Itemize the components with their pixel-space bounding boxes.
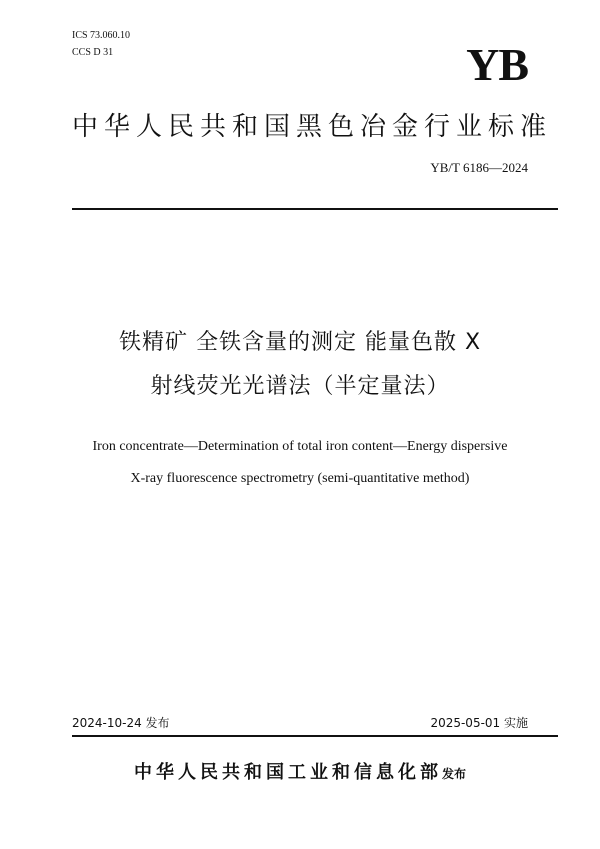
english-title-line-1: Iron concentrate—Determination of total iron content—Energy dispersive	[92, 439, 508, 454]
issue-date: 2024-10-24 发布	[72, 716, 170, 730]
publisher-name: 中华人民共和国工业和信息化部	[133, 762, 442, 783]
english-title-line-2: X-ray fluorescence spectrometry (semi-quantitative method)	[130, 471, 470, 486]
implementation-date: 2025-05-01 实施	[430, 716, 528, 730]
standard-number: YB/T 6186—2024	[430, 160, 528, 175]
publisher-suffix: 发布	[441, 767, 466, 781]
ics-code: ICS 73.060.10	[72, 30, 131, 41]
chinese-title-line-2: 射线荧光光谱法（半定量法）	[150, 374, 450, 399]
ccs-code: CCS D 31	[72, 47, 114, 58]
publisher	[0, 758, 600, 784]
standard-category-title: 中华人民共和国黑色冶金行业标准	[72, 112, 553, 142]
top-divider	[72, 208, 558, 210]
chinese-title-line-1: 铁精矿 全铁含量的测定 能量色散 X	[118, 330, 482, 355]
yb-logo: YB	[466, 39, 528, 90]
bottom-divider	[72, 735, 558, 737]
